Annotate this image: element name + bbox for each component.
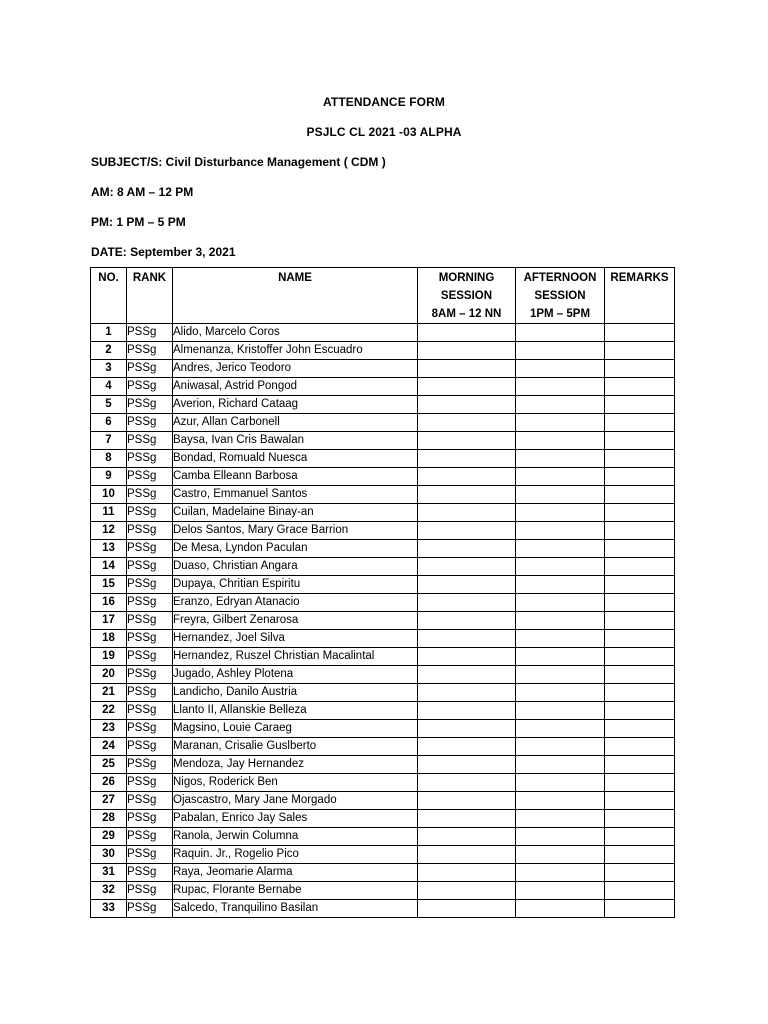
row-rank: PSSg — [127, 720, 173, 738]
morning-session-cell[interactable] — [418, 414, 516, 432]
afternoon-time-label: 1PM – 5PM — [529, 308, 591, 320]
afternoon-session-cell[interactable] — [516, 378, 605, 396]
row-name: Andres, Jerico Teodoro — [173, 360, 418, 378]
table-row — [91, 738, 675, 756]
row-name: Alido, Marcelo Coros — [173, 324, 418, 342]
table-row — [91, 396, 675, 414]
row-number: 12 — [91, 522, 127, 540]
row-number: 16 — [91, 594, 127, 612]
class-code: PSJLC CL 2021 -03 ALPHA — [306, 125, 462, 139]
table-row — [91, 846, 675, 864]
row-number: 32 — [91, 882, 127, 900]
header-remarks: REMARKS — [605, 268, 675, 324]
row-rank: PSSg — [127, 504, 173, 522]
morning-session-cell[interactable] — [418, 450, 516, 468]
row-rank: PSSg — [127, 702, 173, 720]
remarks-cell[interactable] — [605, 486, 675, 504]
afternoon-label: AFTERNOON — [523, 272, 597, 284]
row-number: 8 — [91, 450, 127, 468]
row-rank: PSSg — [127, 864, 173, 882]
afternoon-session-cell[interactable] — [516, 360, 605, 378]
morning-session-cell[interactable] — [418, 810, 516, 828]
afternoon-session-cell[interactable] — [516, 738, 605, 756]
row-rank: PSSg — [127, 666, 173, 684]
remarks-cell[interactable] — [605, 342, 675, 360]
remarks-cell[interactable] — [605, 360, 675, 378]
row-name: Eranzo, Edryan Atanacio — [173, 594, 418, 612]
remarks-cell[interactable] — [605, 558, 675, 576]
morning-session-cell[interactable] — [418, 828, 516, 846]
table-row — [91, 414, 675, 432]
row-number: 26 — [91, 774, 127, 792]
afternoon-session-cell[interactable] — [516, 522, 605, 540]
morning-session-cell[interactable] — [418, 666, 516, 684]
table-row — [91, 720, 675, 738]
table-row — [91, 324, 675, 342]
afternoon-session-cell[interactable] — [516, 576, 605, 594]
remarks-cell[interactable] — [605, 738, 675, 756]
row-number: 27 — [91, 792, 127, 810]
table-row — [91, 864, 675, 882]
morning-session-cell[interactable] — [418, 882, 516, 900]
table-row — [91, 342, 675, 360]
remarks-cell[interactable] — [605, 774, 675, 792]
table-row — [91, 504, 675, 522]
afternoon-session-cell[interactable] — [516, 792, 605, 810]
morning-session-cell[interactable] — [418, 378, 516, 396]
row-name: Castro, Emmanuel Santos — [173, 486, 418, 504]
row-rank: PSSg — [127, 378, 173, 396]
afternoon-session-cell[interactable] — [516, 648, 605, 666]
header-afternoon-session — [516, 268, 605, 324]
row-rank: PSSg — [127, 774, 173, 792]
row-name: Averion, Richard Cataag — [173, 396, 418, 414]
row-rank: PSSg — [127, 450, 173, 468]
remarks-cell[interactable] — [605, 594, 675, 612]
row-rank: PSSg — [127, 342, 173, 360]
afternoon-session-cell[interactable] — [516, 828, 605, 846]
row-name: Llanto II, Allanskie Belleza — [173, 702, 418, 720]
row-rank: PSSg — [127, 360, 173, 378]
row-number: 17 — [91, 612, 127, 630]
row-name: Rupac, Florante Bernabe — [173, 882, 418, 900]
row-rank: PSSg — [127, 576, 173, 594]
row-name: Hernandez, Joel Silva — [173, 630, 418, 648]
date-line: DATE: September 3, 2021 — [91, 245, 236, 259]
form-title: ATTENDANCE FORM — [323, 95, 445, 109]
afternoon-session-cell[interactable] — [516, 882, 605, 900]
row-rank: PSSg — [127, 396, 173, 414]
morning-session-cell[interactable] — [418, 576, 516, 594]
row-name: Pabalan, Enrico Jay Sales — [173, 810, 418, 828]
morning-session-cell[interactable] — [418, 684, 516, 702]
row-number: 10 — [91, 486, 127, 504]
row-number: 24 — [91, 738, 127, 756]
row-number: 22 — [91, 702, 127, 720]
row-name: Jugado, Ashley Plotena — [173, 666, 418, 684]
row-rank: PSSg — [127, 648, 173, 666]
row-rank: PSSg — [127, 630, 173, 648]
morning-session-cell[interactable] — [418, 594, 516, 612]
table-row — [91, 684, 675, 702]
row-rank: PSSg — [127, 684, 173, 702]
afternoon-session-cell[interactable] — [516, 630, 605, 648]
row-number: 33 — [91, 900, 127, 918]
row-name: Camba Elleann Barbosa — [173, 468, 418, 486]
row-rank: PSSg — [127, 486, 173, 504]
row-name: Azur, Allan Carbonell — [173, 414, 418, 432]
row-name: Raya, Jeomarie Alarma — [173, 864, 418, 882]
row-number: 7 — [91, 432, 127, 450]
remarks-cell[interactable] — [605, 648, 675, 666]
row-number: 23 — [91, 720, 127, 738]
row-name: Baysa, Ivan Cris Bawalan — [173, 432, 418, 450]
remarks-cell[interactable] — [605, 702, 675, 720]
row-number: 14 — [91, 558, 127, 576]
remarks-cell[interactable] — [605, 396, 675, 414]
row-rank: PSSg — [127, 882, 173, 900]
morning-session-cell[interactable] — [418, 324, 516, 342]
table-row — [91, 594, 675, 612]
pm-schedule: PM: 1 PM – 5 PM — [91, 215, 186, 229]
afternoon-session-cell[interactable] — [516, 756, 605, 774]
afternoon-session-cell[interactable] — [516, 432, 605, 450]
remarks-cell[interactable] — [605, 522, 675, 540]
morning-session-cell[interactable] — [418, 522, 516, 540]
morning-session-cell[interactable] — [418, 558, 516, 576]
remarks-cell[interactable] — [605, 810, 675, 828]
afternoon-session-cell[interactable] — [516, 846, 605, 864]
table-row — [91, 810, 675, 828]
morning-session-cell[interactable] — [418, 504, 516, 522]
row-number: 13 — [91, 540, 127, 558]
table-row — [91, 360, 675, 378]
morning-time-label: 8AM – 12 NN — [431, 308, 502, 320]
remarks-cell[interactable] — [605, 468, 675, 486]
row-rank: PSSg — [127, 846, 173, 864]
afternoon-session-cell[interactable] — [516, 504, 605, 522]
row-number: 28 — [91, 810, 127, 828]
subject-line: SUBJECT/S: Civil Disturbance Management ( CDM ) — [91, 155, 386, 169]
morning-session-cell[interactable] — [418, 612, 516, 630]
row-name: Ojascastro, Mary Jane Morgado — [173, 792, 418, 810]
remarks-cell[interactable] — [605, 864, 675, 882]
morning-session-cell[interactable] — [418, 432, 516, 450]
row-name: Ranola, Jerwin Columna — [173, 828, 418, 846]
row-rank: PSSg — [127, 594, 173, 612]
row-name: Magsino, Louie Caraeg — [173, 720, 418, 738]
table-row — [91, 450, 675, 468]
row-number: 31 — [91, 864, 127, 882]
header-rank: RANK — [127, 268, 173, 324]
row-name: Raquin. Jr., Rogelio Pico — [173, 846, 418, 864]
row-name: Almenanza, Kristoffer John Escuadro — [173, 342, 418, 360]
morning-session-cell[interactable] — [418, 540, 516, 558]
row-number: 19 — [91, 648, 127, 666]
row-rank: PSSg — [127, 738, 173, 756]
morning-session-cell[interactable] — [418, 360, 516, 378]
table-row — [91, 576, 675, 594]
row-name: Delos Santos, Mary Grace Barrion — [173, 522, 418, 540]
afternoon-session-cell[interactable] — [516, 702, 605, 720]
afternoon-session-cell[interactable] — [516, 774, 605, 792]
row-name: Salcedo, Tranquilino Basilan — [173, 900, 418, 918]
remarks-cell[interactable] — [605, 882, 675, 900]
morning-session-cell[interactable] — [418, 630, 516, 648]
morning-session-cell[interactable] — [418, 468, 516, 486]
row-name: Hernandez, Ruszel Christian Macalintal — [173, 648, 418, 666]
morning-session-label: SESSION — [440, 290, 493, 302]
remarks-cell[interactable] — [605, 324, 675, 342]
header-name: NAME — [173, 268, 418, 324]
remarks-cell[interactable] — [605, 414, 675, 432]
table-header-row — [91, 268, 675, 324]
row-rank: PSSg — [127, 900, 173, 918]
row-name: Cuilan, Madelaine Binay-an — [173, 504, 418, 522]
row-rank: PSSg — [127, 324, 173, 342]
morning-session-cell[interactable] — [418, 486, 516, 504]
row-number: 30 — [91, 846, 127, 864]
afternoon-session-cell[interactable] — [516, 450, 605, 468]
row-name: Duaso, Christian Angara — [173, 558, 418, 576]
table-row — [91, 828, 675, 846]
row-rank: PSSg — [127, 810, 173, 828]
afternoon-session-cell[interactable] — [516, 684, 605, 702]
row-number: 25 — [91, 756, 127, 774]
row-number: 3 — [91, 360, 127, 378]
row-number: 2 — [91, 342, 127, 360]
afternoon-session-cell[interactable] — [516, 864, 605, 882]
table-row — [91, 630, 675, 648]
remarks-cell[interactable] — [605, 504, 675, 522]
row-number: 6 — [91, 414, 127, 432]
remarks-cell[interactable] — [605, 630, 675, 648]
morning-session-cell[interactable] — [418, 720, 516, 738]
remarks-cell[interactable] — [605, 720, 675, 738]
table-row — [91, 792, 675, 810]
row-rank: PSSg — [127, 432, 173, 450]
row-rank: PSSg — [127, 828, 173, 846]
afternoon-session-cell[interactable] — [516, 612, 605, 630]
row-name: Mendoza, Jay Hernandez — [173, 756, 418, 774]
morning-session-cell[interactable] — [418, 702, 516, 720]
header-morning-session — [418, 268, 516, 324]
afternoon-session-cell[interactable] — [516, 900, 605, 918]
table-row — [91, 702, 675, 720]
afternoon-session-cell[interactable] — [516, 810, 605, 828]
remarks-cell[interactable] — [605, 378, 675, 396]
remarks-cell[interactable] — [605, 666, 675, 684]
row-number: 15 — [91, 576, 127, 594]
row-name: Freyra, Gilbert Zenarosa — [173, 612, 418, 630]
morning-session-cell[interactable] — [418, 342, 516, 360]
row-number: 21 — [91, 684, 127, 702]
remarks-cell[interactable] — [605, 450, 675, 468]
table-row — [91, 900, 675, 918]
table-row — [91, 522, 675, 540]
row-number: 18 — [91, 630, 127, 648]
row-name: Landicho, Danilo Austria — [173, 684, 418, 702]
row-name: Maranan, Crisalie Guslberto — [173, 738, 418, 756]
morning-session-cell[interactable] — [418, 846, 516, 864]
morning-session-cell[interactable] — [418, 738, 516, 756]
afternoon-session-cell[interactable] — [516, 486, 605, 504]
remarks-cell[interactable] — [605, 756, 675, 774]
table-row — [91, 558, 675, 576]
row-number: 1 — [91, 324, 127, 342]
table-row — [91, 378, 675, 396]
row-name: De Mesa, Lyndon Paculan — [173, 540, 418, 558]
row-rank: PSSg — [127, 414, 173, 432]
afternoon-session-cell[interactable] — [516, 666, 605, 684]
table-row — [91, 648, 675, 666]
remarks-cell[interactable] — [605, 612, 675, 630]
row-number: 11 — [91, 504, 127, 522]
remarks-cell[interactable] — [605, 540, 675, 558]
table-row — [91, 468, 675, 486]
row-rank: PSSg — [127, 612, 173, 630]
row-number: 4 — [91, 378, 127, 396]
table-row — [91, 882, 675, 900]
row-number: 20 — [91, 666, 127, 684]
row-number: 29 — [91, 828, 127, 846]
morning-session-cell[interactable] — [418, 774, 516, 792]
row-name: Bondad, Romuald Nuesca — [173, 450, 418, 468]
afternoon-session-cell[interactable] — [516, 414, 605, 432]
remarks-cell[interactable] — [605, 846, 675, 864]
remarks-cell[interactable] — [605, 432, 675, 450]
table-row — [91, 774, 675, 792]
remarks-cell[interactable] — [605, 684, 675, 702]
row-rank: PSSg — [127, 558, 173, 576]
morning-session-cell[interactable] — [418, 792, 516, 810]
afternoon-session-label: SESSION — [534, 290, 586, 302]
afternoon-session-cell[interactable] — [516, 720, 605, 738]
afternoon-session-cell[interactable] — [516, 396, 605, 414]
remarks-cell[interactable] — [605, 792, 675, 810]
afternoon-session-cell[interactable] — [516, 324, 605, 342]
remarks-cell[interactable] — [605, 900, 675, 918]
row-rank: PSSg — [127, 756, 173, 774]
row-name: Aniwasal, Astrid Pongod — [173, 378, 418, 396]
attendance-rows — [91, 324, 675, 918]
morning-session-cell[interactable] — [418, 864, 516, 882]
row-rank: PSSg — [127, 468, 173, 486]
row-name: Dupaya, Chritian Espiritu — [173, 576, 418, 594]
table-row — [91, 612, 675, 630]
table-row — [91, 486, 675, 504]
morning-label: MORNING — [438, 272, 495, 284]
table-row — [91, 666, 675, 684]
morning-session-cell[interactable] — [418, 756, 516, 774]
remarks-cell[interactable] — [605, 576, 675, 594]
header-no: NO. — [91, 268, 127, 324]
table-row — [91, 756, 675, 774]
afternoon-session-cell[interactable] — [516, 468, 605, 486]
afternoon-session-cell[interactable] — [516, 594, 605, 612]
row-number: 9 — [91, 468, 127, 486]
afternoon-session-cell[interactable] — [516, 342, 605, 360]
afternoon-session-cell[interactable] — [516, 558, 605, 576]
afternoon-session-cell[interactable] — [516, 540, 605, 558]
morning-session-cell[interactable] — [418, 900, 516, 918]
remarks-cell[interactable] — [605, 828, 675, 846]
row-number: 5 — [91, 396, 127, 414]
attendance-table — [90, 267, 675, 918]
morning-session-cell[interactable] — [418, 396, 516, 414]
row-rank: PSSg — [127, 522, 173, 540]
table-row — [91, 432, 675, 450]
am-schedule: AM: 8 AM – 12 PM — [91, 185, 194, 199]
row-rank: PSSg — [127, 540, 173, 558]
morning-session-cell[interactable] — [418, 648, 516, 666]
table-row — [91, 540, 675, 558]
row-rank: PSSg — [127, 792, 173, 810]
row-name: Nigos, Roderick Ben — [173, 774, 418, 792]
